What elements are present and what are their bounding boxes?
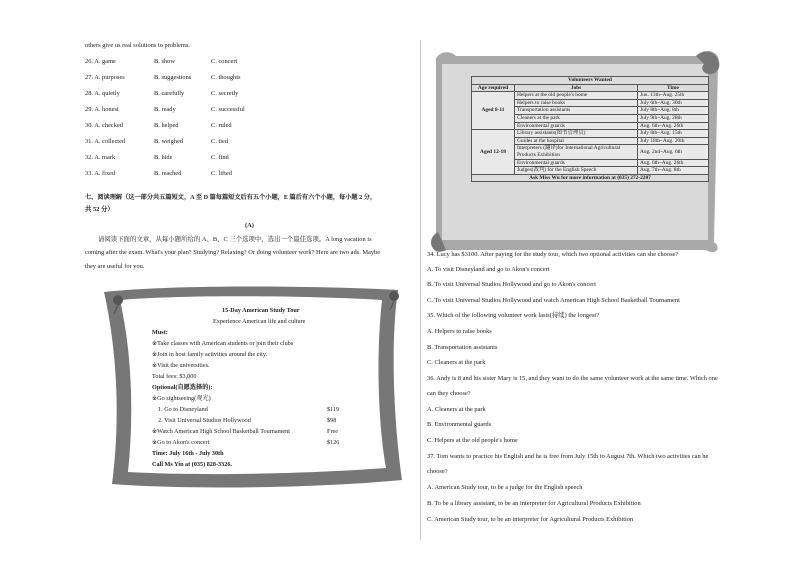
option-choice: B. weighed bbox=[154, 138, 184, 145]
job-cell: Guides at the hospital bbox=[515, 137, 638, 145]
option-choice: B. hide bbox=[154, 154, 173, 161]
job-cell: Helpers to raise books bbox=[515, 99, 638, 107]
job-cell: Environmental guards bbox=[515, 159, 638, 167]
q37-option-c: C. American Study tour, to be an interpreter for Agricultural Products Exhibition bbox=[427, 516, 634, 523]
q34-option-c: C. To visit Universal Studios Hollywood and watch American High School Basketball Tournament bbox=[427, 297, 680, 304]
instruction-line-2: coming after the exam. What's your plan? Studying? Relaxing? Or doing volunteer work? Here are two ads. Maybe bbox=[85, 249, 381, 256]
tour-subtitle: Experience American life and culture bbox=[213, 318, 306, 325]
question-34: 34. Lucy has $3100. After paying for the study tour, which two optional activities can she choose? bbox=[427, 251, 679, 258]
tour-item-label: ※Watch American High School Basketball Tournament bbox=[152, 428, 290, 435]
job-cell: Transportation assistants bbox=[515, 107, 638, 115]
header-age: Age required bbox=[472, 84, 515, 92]
question-37-cont: choose? bbox=[427, 468, 448, 475]
section-heading: 七、阅读理解（这一部分共五篇短文，A 至 D 篇每篇短文后有五个小题，E 篇后有六个小题，每小题 2 分， bbox=[85, 194, 377, 201]
job-cell: Library assistants(图书管理员) bbox=[515, 130, 638, 138]
q34-option-a: A. To visit Disneyland and go to Akon's concert bbox=[427, 266, 550, 273]
option-choice: 33. A. fixed bbox=[85, 170, 116, 177]
tour-time: Time: July 16th - July 30th bbox=[152, 450, 224, 457]
tour-item-label: 2. Visit Universal Studios Hollywood bbox=[158, 417, 251, 424]
option-choice: C. find bbox=[211, 154, 229, 161]
option-choice: C. secretly bbox=[211, 90, 239, 97]
tour-item-price: $119 bbox=[327, 406, 340, 413]
option-choice: C. lifted bbox=[211, 170, 232, 177]
option-choice: C. concert bbox=[211, 58, 238, 65]
option-choice: C. ruled bbox=[211, 122, 232, 129]
tour-item-price: Free bbox=[327, 428, 338, 435]
must-item: ※Join in host family activities around the city. bbox=[152, 351, 268, 358]
option-choice: 30. A. checked bbox=[85, 122, 123, 129]
total-fees: Total fees: $3,000 bbox=[152, 373, 197, 380]
time-cell: Aug. 6th~Aug. 26th bbox=[638, 159, 709, 167]
option-choice: 29. A. honest bbox=[85, 106, 119, 113]
must-label: Must: bbox=[152, 329, 168, 336]
pin-icon bbox=[113, 295, 123, 305]
instruction-line-1: 请阅读下面的文章，从每小题所给的 A、B、C 三个选项中，选出一个最佳选项。A long vacation is bbox=[98, 236, 372, 243]
age-group: Aged 12-18 bbox=[472, 130, 515, 175]
time-cell: July 9th~Aug. 28th bbox=[638, 114, 709, 122]
job-cell: Interpreters (翻译)for International Agricultural Products Exhibition bbox=[515, 145, 638, 159]
job-cell: Helpers at the old people's home bbox=[515, 92, 638, 100]
tour-title: 15-Day American Study Tour bbox=[222, 307, 300, 314]
study-tour-ad bbox=[98, 284, 406, 492]
table-footer: Ask Miss Wu for more information at (035) 272-2207 bbox=[472, 174, 709, 182]
time-cell: July 8th~Aug. 8th bbox=[638, 107, 709, 115]
time-cell: July 6th~Aug. 30th bbox=[638, 99, 709, 107]
option-choice: B. helped bbox=[154, 122, 179, 129]
instruction-line-3: they are useful for you. bbox=[85, 263, 145, 270]
q36-option-c: C. Helpers at the old people's home bbox=[427, 437, 518, 444]
option-choice: B. reached bbox=[154, 170, 182, 177]
q35-option-b: B. Transportation assistants bbox=[427, 344, 498, 351]
q34-option-b: B. To visit Universal Studios Hollywood and go to Akon's concert bbox=[427, 281, 597, 288]
table-row bbox=[472, 92, 709, 100]
must-item: ※Visit the universities. bbox=[152, 362, 210, 369]
tour-item-label: ※Go to Akon's concert bbox=[152, 439, 210, 446]
time-cell: July 18th~Aug. 20th bbox=[638, 137, 709, 145]
option-choice: B. show bbox=[154, 58, 175, 65]
tour-item-price: $126 bbox=[327, 439, 340, 446]
option-choice: B. ready bbox=[154, 106, 176, 113]
section-heading-cont: 共 52 分） bbox=[85, 206, 114, 213]
pin-icon bbox=[389, 291, 399, 301]
option-choice: 27. A. purposes bbox=[85, 74, 125, 81]
question-36: 36. Andy is 8 and his sister Mary is 15, and they want to do the same volunteer work at the same time. Which one bbox=[427, 375, 718, 382]
tour-item-label: 1. Go to Disneyland bbox=[158, 406, 208, 413]
q35-option-c: C. Cleaners at the park bbox=[427, 359, 486, 366]
question-37: 37. Tom wants to practice his English and he is free from July 15th to August 7th. Which two activities can he bbox=[427, 453, 709, 460]
option-choice: B. suggestions bbox=[154, 74, 192, 81]
table-title: Volunteers Wanted bbox=[472, 77, 709, 85]
header-time: Time bbox=[638, 84, 709, 92]
job-cell: Cleaners at the park bbox=[515, 114, 638, 122]
option-choice: 31. A. collected bbox=[85, 138, 126, 145]
must-item: ※Take classes with American students or join their clubs bbox=[152, 340, 294, 347]
q37-option-a: A. American Study tour, to be a judge for the English speech bbox=[427, 484, 583, 491]
q37-option-b: B. To be a library assistant, to be an interpreter for Agricultural Products Exhibition bbox=[427, 500, 641, 507]
option-choice: 32. A. mark bbox=[85, 154, 116, 161]
time-cell: Aug. 7th~Aug. 8th bbox=[638, 167, 709, 175]
tour-item-price: $98 bbox=[327, 417, 337, 424]
header-jobs: Jobs bbox=[515, 84, 638, 92]
time-cell: Jun. 13th~Aug. 25th bbox=[638, 92, 709, 100]
optional-label: Optional(自愿选择的): bbox=[152, 384, 213, 391]
option-choice: C. successful bbox=[211, 106, 245, 113]
column-divider bbox=[420, 40, 421, 540]
q36-option-a: A. Cleaners at the park bbox=[427, 406, 486, 413]
part-label: (A) bbox=[245, 222, 254, 229]
time-cell: Aug. 2nd~Aug. 6th bbox=[638, 145, 709, 159]
q35-option-a: A. Helpers to raise books bbox=[427, 328, 492, 335]
volunteers-table bbox=[471, 76, 709, 182]
question-35: 35. Which of the following volunteer work lasts(持续) the longest? bbox=[427, 312, 600, 319]
tour-contact: Call Ms Yin at (035) 828-3326. bbox=[152, 461, 232, 468]
sightseeing: ※Go sightseeing(观光) bbox=[152, 395, 211, 402]
question-36-cont: can they choose? bbox=[427, 390, 471, 397]
option-choice: B. carefully bbox=[154, 90, 185, 97]
table-row bbox=[472, 130, 709, 138]
scroll-frame bbox=[98, 284, 406, 492]
intro-tail: others give us real solutions to problems. bbox=[85, 42, 190, 49]
time-cell: July 8th~Aug. 15th bbox=[638, 130, 709, 138]
time-cell: Aug. 6th~Aug. 26th bbox=[638, 122, 709, 130]
q36-option-b: B. Environmental guards bbox=[427, 421, 492, 428]
age-group: Aged 8-11 bbox=[472, 92, 515, 130]
option-choice: C. thoughts bbox=[211, 74, 241, 81]
job-cell: Judges(裁判) for the English Speech bbox=[515, 167, 638, 175]
option-choice: 26. A. game bbox=[85, 58, 116, 65]
option-choice: 28. A. quietly bbox=[85, 90, 120, 97]
option-choice: C. tied bbox=[211, 138, 229, 145]
job-cell: Environmental guards bbox=[515, 122, 638, 130]
